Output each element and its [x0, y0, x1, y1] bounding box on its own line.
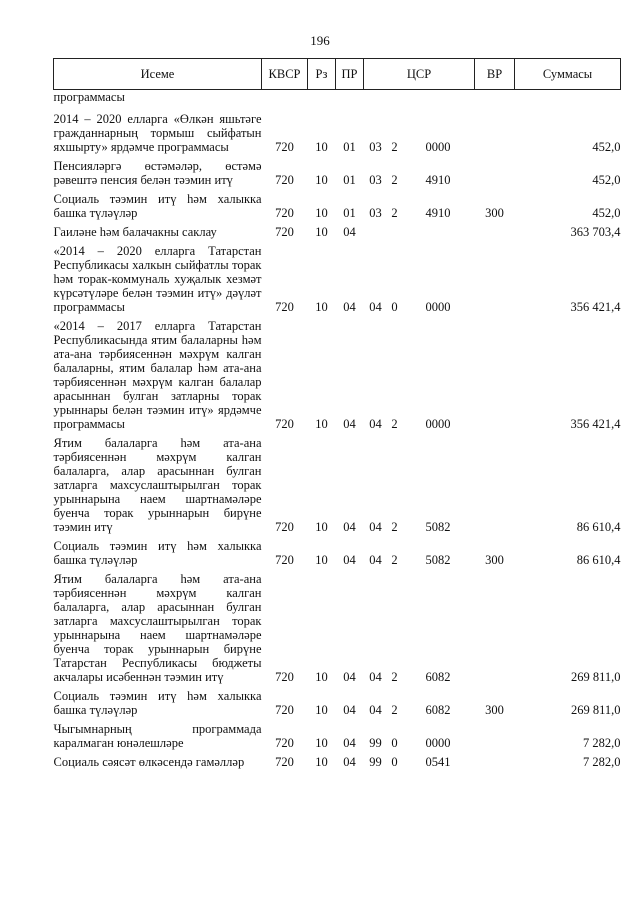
row-csr-direction: 0541: [425, 755, 451, 769]
table-body: [54, 90, 621, 775]
row-name: Гаиләне һәм балачакны саклау: [53, 225, 217, 239]
row-csr-subprogram: 0: [391, 755, 398, 769]
row-kvsr: 720: [275, 173, 294, 187]
row-vr: [475, 755, 515, 769]
row-name: Социаль тәэмин итү һәм халыкка башка түләүләр: [53, 539, 262, 567]
row-csr-program: 04: [369, 417, 382, 431]
row-kvsr: 720: [275, 736, 294, 750]
row-name: «2014 – 2020 елларга Татарстан Республикасы халкын сыйфатлы торак һәм торак-коммуналь хуҗалык хезмәт күрсәтүләре белән тәэмин итү» дәүләт программасы: [53, 244, 262, 314]
row-csr-program: 99: [369, 755, 382, 769]
row-pr: 04: [343, 300, 356, 314]
table-row: [54, 244, 621, 314]
row-sum: 363 703,4: [570, 225, 621, 239]
row-csr-direction: 5082: [425, 553, 451, 567]
row-rz: 10: [315, 520, 328, 534]
row-sum: 86 610,4: [576, 553, 621, 567]
row-vr: [475, 572, 515, 684]
row-name: Пенсияләргә өстәмәләр, өстәмә рәвештә пенсия белән тәэмин итү: [53, 159, 262, 187]
row-pr: 04: [343, 520, 356, 534]
row-vr: 300: [485, 206, 504, 220]
table-row: [54, 112, 621, 154]
row-csr-direction: 0000: [425, 417, 451, 431]
row-csr-direction: 0000: [425, 736, 451, 750]
header-name: Исеме: [54, 59, 262, 90]
row-csr-program: 03: [369, 206, 382, 220]
row-rz: 10: [315, 553, 328, 567]
row-vr: [475, 159, 515, 187]
row-sum: 86 610,4: [576, 520, 621, 534]
table-row: [54, 689, 621, 717]
row-csr-program: [364, 225, 388, 239]
row-csr-program: 03: [369, 173, 382, 187]
row-sum: 356 421,4: [570, 300, 621, 314]
row-csr-program: 03: [369, 140, 382, 154]
row-csr-subprogram: 0: [391, 736, 398, 750]
row-csr-subprogram: 2: [391, 553, 398, 567]
header-vr: ВР: [475, 59, 515, 90]
header-pr: ПР: [336, 59, 364, 90]
row-kvsr: 720: [275, 703, 294, 717]
table-row: [54, 225, 621, 239]
row-pr: 04: [343, 703, 356, 717]
row-pr: 04: [343, 670, 356, 684]
row-csr-subprogram: 2: [391, 417, 398, 431]
row-rz: 10: [315, 300, 328, 314]
row-sum: 356 421,4: [570, 417, 621, 431]
row-csr-direction: 5082: [425, 520, 451, 534]
row-csr-program: 04: [369, 553, 382, 567]
row-csr-direction: [402, 225, 475, 239]
row-pr: 04: [343, 553, 356, 567]
row-csr-direction: 6082: [425, 703, 451, 717]
row-csr-direction: 0000: [425, 300, 451, 314]
header-rz: Рз: [308, 59, 336, 90]
row-kvsr: 720: [275, 140, 294, 154]
row-name: Социаль тәэмин итү һәм халыкка башка түләүләр: [53, 192, 262, 220]
row-csr-subprogram: 2: [391, 173, 398, 187]
row-rz: 10: [315, 140, 328, 154]
row-csr-direction: 0000: [425, 140, 451, 154]
row-vr: 300: [485, 703, 504, 717]
row-csr-program: 04: [369, 300, 382, 314]
row-kvsr: 720: [275, 670, 294, 684]
row-kvsr: 720: [275, 300, 294, 314]
row-name: Ятим балаларга һәм ата-ана тәрбиясеннән мәхрүм калган балаларга, алар арасыннан булган затларга махсуслаштырылган торак урыннарына наем шартнамәләре буенча торак урыннарын бирүне Татарстан Республикасы бюджеты акчалары исәбеннән тәэмин итү: [53, 572, 262, 684]
row-sum: 452,0: [592, 206, 621, 220]
row-name: Социаль сәясәт өлкәсендә гамәлләр: [53, 755, 245, 769]
row-sum: 269 811,0: [570, 670, 621, 684]
row-pr: 04: [343, 736, 356, 750]
row-rz: 10: [315, 417, 328, 431]
row-csr-program: 04: [369, 520, 382, 534]
row-vr: [475, 436, 515, 534]
row-csr-subprogram: 2: [391, 206, 398, 220]
table-row: [54, 159, 621, 187]
continued-text: программасы: [53, 90, 125, 104]
row-csr-program: 04: [369, 703, 382, 717]
row-rz: 10: [315, 755, 328, 769]
row-csr-direction: 4910: [425, 206, 451, 220]
row-pr: 01: [343, 140, 356, 154]
row-kvsr: 720: [275, 520, 294, 534]
row-vr: [475, 244, 515, 314]
row-name: 2014 – 2020 елларга «Өлкән яшьтәге гражданнарның тормыш сыйфатын яхшырту» ярдәмче программасы: [53, 112, 262, 154]
row-kvsr: 720: [275, 225, 294, 239]
header-kvsr: КВСР: [262, 59, 308, 90]
row-sum: 7 282,0: [583, 736, 621, 750]
row-vr: 300: [485, 553, 504, 567]
row-vr: [475, 722, 515, 750]
table-row: [54, 539, 621, 567]
row-csr-program: 99: [369, 736, 382, 750]
row-csr-subprogram: [388, 225, 402, 239]
table-row: [54, 722, 621, 750]
row-pr: 01: [343, 173, 356, 187]
row-csr-direction: 4910: [425, 173, 451, 187]
row-pr: 04: [343, 417, 356, 431]
row-name: Чыгымнарның программада каралмаган юнәлешләре: [53, 722, 262, 750]
row-pr: 01: [343, 206, 356, 220]
row-spacer-cell: [54, 769, 621, 774]
page-number: 196: [310, 33, 330, 48]
row-kvsr: 720: [275, 553, 294, 567]
row-rz: 10: [315, 173, 328, 187]
table-row: [54, 319, 621, 431]
row-rz: 10: [315, 225, 328, 239]
row-csr-subprogram: 2: [391, 703, 398, 717]
row-vr: [475, 225, 515, 239]
row-sum: 452,0: [592, 173, 621, 187]
row-name: «2014 – 2017 елларга Татарстан Республикасында ятим балаларны һәм ата-ана тәрбиясеннән мәхрүм калган балаларны, ятим балалар һәм ата-ана тәрбиясеннән мәхрүм калган балалар арасыннан булган затларны торак урыннары белән тәэмин итү» ярдәмче программасы: [53, 319, 262, 431]
continued-row: [54, 90, 621, 113]
row-sum: 7 282,0: [583, 755, 621, 769]
row-name: Социаль тәэмин итү һәм халыкка башка түләүләр: [53, 689, 262, 717]
header-csr: ЦСР: [364, 59, 475, 90]
row-csr-subprogram: 2: [391, 670, 398, 684]
row-csr-direction: 6082: [425, 670, 451, 684]
row-csr-program: 04: [369, 670, 382, 684]
table-row: [54, 755, 621, 769]
row-csr-subprogram: 2: [391, 140, 398, 154]
row-spacer: [54, 769, 621, 774]
row-kvsr: 720: [275, 417, 294, 431]
row-pr: 04: [343, 755, 356, 769]
table-row: [54, 572, 621, 684]
row-rz: 10: [315, 736, 328, 750]
row-rz: 10: [315, 703, 328, 717]
row-name: Ятим балаларга һәм ата-ана тәрбиясеннән мәхрүм калган балаларга, алар арасыннан булган затларга махсуслаштырылган торак урыннарына наем шартнамәләре буенча торак урыннарын бирүне тәэмин итү: [53, 436, 262, 534]
row-csr-subprogram: 2: [391, 520, 398, 534]
table-header-row: [54, 59, 621, 90]
row-kvsr: 720: [275, 206, 294, 220]
row-pr: 04: [343, 225, 356, 239]
row-sum: 452,0: [592, 140, 621, 154]
header-sum: Суммасы: [515, 59, 621, 90]
row-rz: 10: [315, 670, 328, 684]
row-sum: 269 811,0: [570, 703, 621, 717]
row-csr-subprogram: 0: [391, 300, 398, 314]
row-rz: 10: [315, 206, 328, 220]
budget-table: [53, 58, 621, 774]
row-kvsr: 720: [275, 755, 294, 769]
table-row: [54, 192, 621, 220]
table-row: [54, 436, 621, 534]
row-vr: [475, 112, 515, 154]
row-vr: [475, 319, 515, 431]
